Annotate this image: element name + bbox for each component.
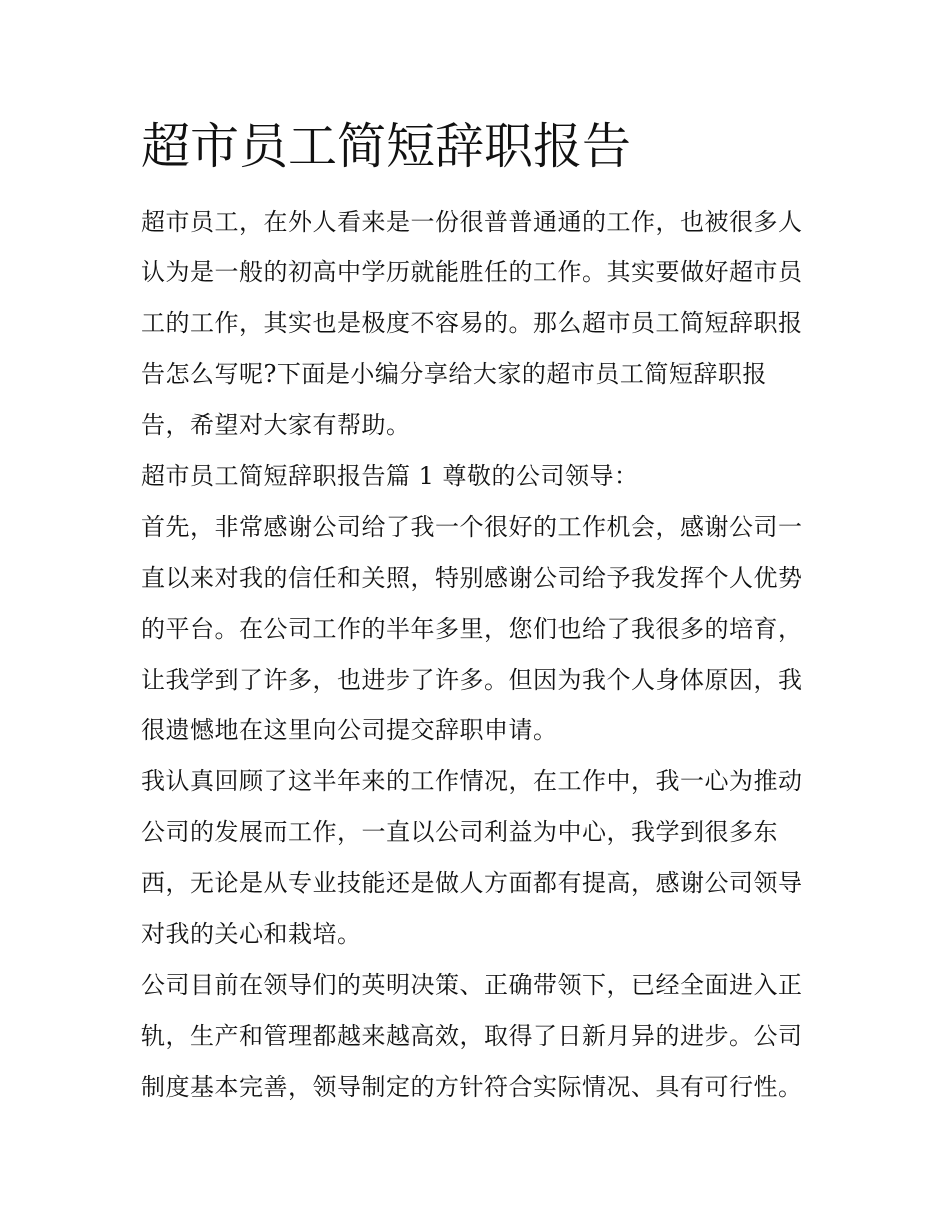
body-line-9: 的平台。在公司工作的半年多里，您们也给了我很多的培育，	[141, 615, 803, 643]
body-line-12: 我认真回顾了这半年来的工作情况，在工作中，我一心为推动	[141, 767, 803, 795]
body-line-7: 首先，非常感谢公司给了我一个很好的工作机会，感谢公司一	[141, 513, 803, 541]
body-line-17: 轨，生产和管理都越来越高效，取得了日新月异的进步。公司	[141, 1022, 803, 1050]
body-line-16: 公司目前在领导们的英明决策、正确带领下，已经全面进入正	[141, 971, 803, 999]
body-line-10: 让我学到了许多，也进步了许多。但因为我个人身体原因，我	[141, 666, 803, 694]
body-line-13: 公司的发展而工作，一直以公司利益为中心，我学到很多东	[141, 818, 778, 846]
body-line-18: 制度基本完善，领导制定的方针符合实际情况、具有可行性。	[141, 1073, 803, 1101]
body-line-1: 超市员工，在外人看来是一份很普普通通的工作，也被很多人	[141, 208, 803, 236]
body-line-3: 工的工作，其实也是极度不容易的。那么超市员工简短辞职报	[141, 309, 803, 337]
body-line-15: 对我的关心和栽培。	[141, 920, 362, 948]
body-line-5: 告，希望对大家有帮助。	[141, 411, 411, 439]
body-line-4: 告怎么写呢?下面是小编分享给大家的超市员工简短辞职报	[141, 360, 767, 388]
section-heading-line: 超市员工简短辞职报告篇 1 尊敬的公司领导：	[141, 462, 639, 490]
document-title: 超市员工简短辞职报告	[141, 118, 632, 175]
body-line-14: 西，无论是从专业技能还是做人方面都有提高，感谢公司领导	[141, 869, 803, 897]
body-line-2: 认为是一般的初高中学历就能胜任的工作。其实要做好超市员	[141, 258, 803, 286]
body-line-11: 很遗憾地在这里向公司提交辞职申请。	[141, 716, 558, 744]
body-line-8: 直以来对我的信任和关照，特别感谢公司给予我发挥个人优势	[141, 564, 803, 592]
